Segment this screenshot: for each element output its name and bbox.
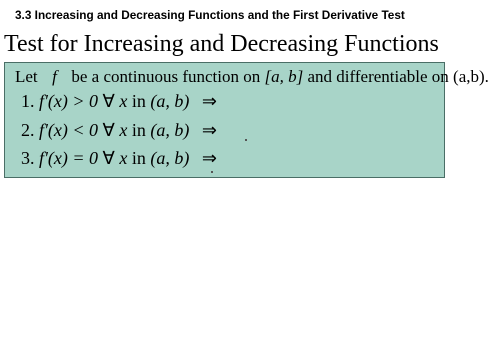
theorem-box xyxy=(4,62,489,178)
forall-symbol: ∀ xyxy=(102,120,115,140)
condition-in: in xyxy=(131,120,146,140)
condition-number: 3. xyxy=(21,148,35,168)
condition-number: 1. xyxy=(21,91,35,111)
condition-in: in xyxy=(131,91,146,111)
intro-function: f xyxy=(52,67,57,86)
implies-arrow: ⇒ xyxy=(201,91,217,111)
condition-relation: '(x) > 0 xyxy=(44,91,98,111)
condition-function: f xyxy=(39,120,45,140)
condition-variable: x xyxy=(119,148,128,168)
stray-dot xyxy=(245,139,247,141)
slide-title: Test for Increasing and Decreasing Functions xyxy=(4,31,439,57)
condition-interval: (a, b) xyxy=(150,148,190,168)
condition-variable: x xyxy=(119,91,128,111)
condition-1 xyxy=(21,91,217,112)
condition-2 xyxy=(21,120,217,141)
condition-interval: (a, b) xyxy=(150,120,190,140)
condition-in: in xyxy=(131,148,146,168)
implies-arrow: ⇒ xyxy=(201,120,217,140)
condition-relation: '(x) < 0 xyxy=(44,120,98,140)
intro-interval: [a, b] xyxy=(264,67,304,86)
stray-dot xyxy=(211,171,213,173)
intro-mid: be a continuous function on xyxy=(71,67,261,86)
theorem-intro xyxy=(15,67,489,87)
condition-3 xyxy=(21,148,217,169)
forall-symbol: ∀ xyxy=(102,91,115,111)
implies-arrow: ⇒ xyxy=(201,148,217,168)
forall-symbol: ∀ xyxy=(102,148,115,168)
section-header: 3.3 Increasing and Decreasing Functions and the First Derivative Test xyxy=(15,8,405,22)
condition-function: f xyxy=(39,91,45,111)
intro-let: Let xyxy=(15,67,38,86)
condition-relation: '(x) = 0 xyxy=(44,148,98,168)
condition-variable: x xyxy=(119,120,128,140)
condition-number: 2. xyxy=(21,120,35,140)
intro-tail: and differentiable on (a,b). xyxy=(307,67,489,86)
condition-interval: (a, b) xyxy=(150,91,190,111)
condition-function: f xyxy=(39,148,45,168)
